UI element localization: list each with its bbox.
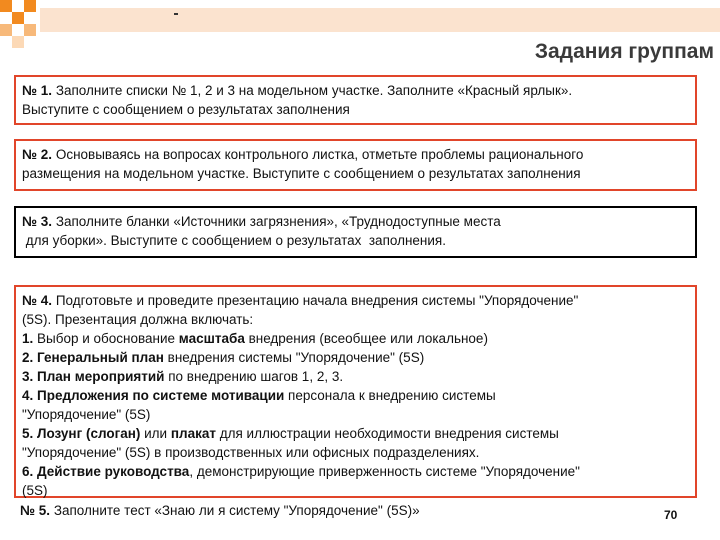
task-4-item-4-cont: "Упорядочение" (5S) — [22, 407, 151, 422]
task-4-item-3 — [22, 367, 689, 386]
item-5-bold-1: 5. Лозунг (слоган) — [22, 426, 141, 441]
item-4-rest: персонала к внедрению системы — [284, 388, 496, 403]
task-box-3 — [14, 206, 697, 258]
task-5 — [20, 501, 420, 520]
task-4-number: № 4. — [22, 293, 53, 308]
item-6-rest: , демонстрирующие приверженность системе "Упорядочение" — [189, 464, 580, 479]
task-2-line-2: размещения на модельном участке. Выступите с сообщением о результатах заполнения — [22, 166, 581, 181]
task-2-line-1 — [22, 145, 689, 164]
item-3-bold: 3. План мероприятий — [22, 369, 165, 384]
item-3-rest: по внедрению шагов 1, 2, 3. — [164, 369, 344, 384]
task-5-text: Заполните тест «Знаю ли я систему "Упорядочение" (5S)» — [53, 503, 420, 518]
task-1-number: № 1. — [22, 83, 53, 98]
decor-square — [12, 36, 24, 48]
task-4-item-6-cont: (5S) — [22, 483, 48, 498]
item-4-bold: 4. Предложения по системе мотивации — [22, 388, 285, 403]
decor-square — [0, 0, 12, 12]
task-box-4 — [14, 285, 697, 498]
item-1-number: 1. — [22, 331, 34, 346]
header-stripe — [40, 8, 720, 32]
task-4-line-2: (5S). Презентация должна включать: — [22, 312, 254, 327]
page-number: 70 — [664, 508, 678, 522]
item-5-mid: или — [140, 426, 171, 441]
task-4-text: Подготовьте и проведите презентацию начала внедрения системы "Упорядочение" — [55, 293, 579, 308]
item-1-bold: масштаба — [178, 331, 245, 346]
task-4-item-4 — [22, 386, 689, 405]
decor-tick — [174, 13, 178, 15]
task-1-line-2: Выступите с сообщением о результатах заполнения — [22, 102, 350, 117]
item-2-rest: внедрения системы "Упорядочение" (5S) — [163, 350, 425, 365]
task-2-number: № 2. — [22, 147, 53, 162]
decor-square — [12, 12, 24, 24]
task-4-item-2 — [22, 348, 689, 367]
task-4-line-1 — [22, 291, 689, 310]
task-4-item-5 — [22, 424, 689, 443]
task-3-number: № 3. — [22, 214, 53, 229]
slide-title: Задания группам — [534, 40, 714, 63]
decor-square — [0, 24, 12, 36]
task-2-text: Основываясь на вопросах контрольного листка, отметьте проблемы рационального — [55, 147, 584, 162]
decor-square — [24, 24, 36, 36]
task-3-line-2: для уборки». Выступите с сообщением о результатах заполнения. — [22, 233, 446, 248]
task-1-line-1 — [22, 81, 689, 100]
task-1-text: Заполните списки № 1, 2 и 3 на модельном участке. Заполните «Красный ярлык». — [55, 83, 573, 98]
item-5-bold-2: плакат — [170, 426, 216, 441]
task-4-item-6 — [22, 462, 689, 481]
item-2-bold: 2. Генеральный план — [22, 350, 164, 365]
task-4-item-1 — [22, 329, 689, 348]
item-5-rest: для иллюстрации необходимости внедрения системы — [215, 426, 559, 441]
task-3-text: Заполните бланки «Источники загрязнения», «Труднодоступные места — [55, 214, 501, 229]
task-4-item-5-cont: "Упорядочение" (5S) в производственных или офисных подразделениях. — [22, 445, 480, 460]
task-3-line-1 — [22, 212, 689, 231]
item-6-bold: 6. Действие руководства — [22, 464, 190, 479]
item-1-rest: внедрения (всеобщее или локальное) — [244, 331, 488, 346]
task-box-1 — [14, 75, 697, 125]
task-5-number: № 5. — [20, 503, 51, 518]
item-1-text: Выбор и обоснование — [37, 331, 179, 346]
task-box-2 — [14, 139, 697, 191]
decor-square — [24, 0, 36, 12]
